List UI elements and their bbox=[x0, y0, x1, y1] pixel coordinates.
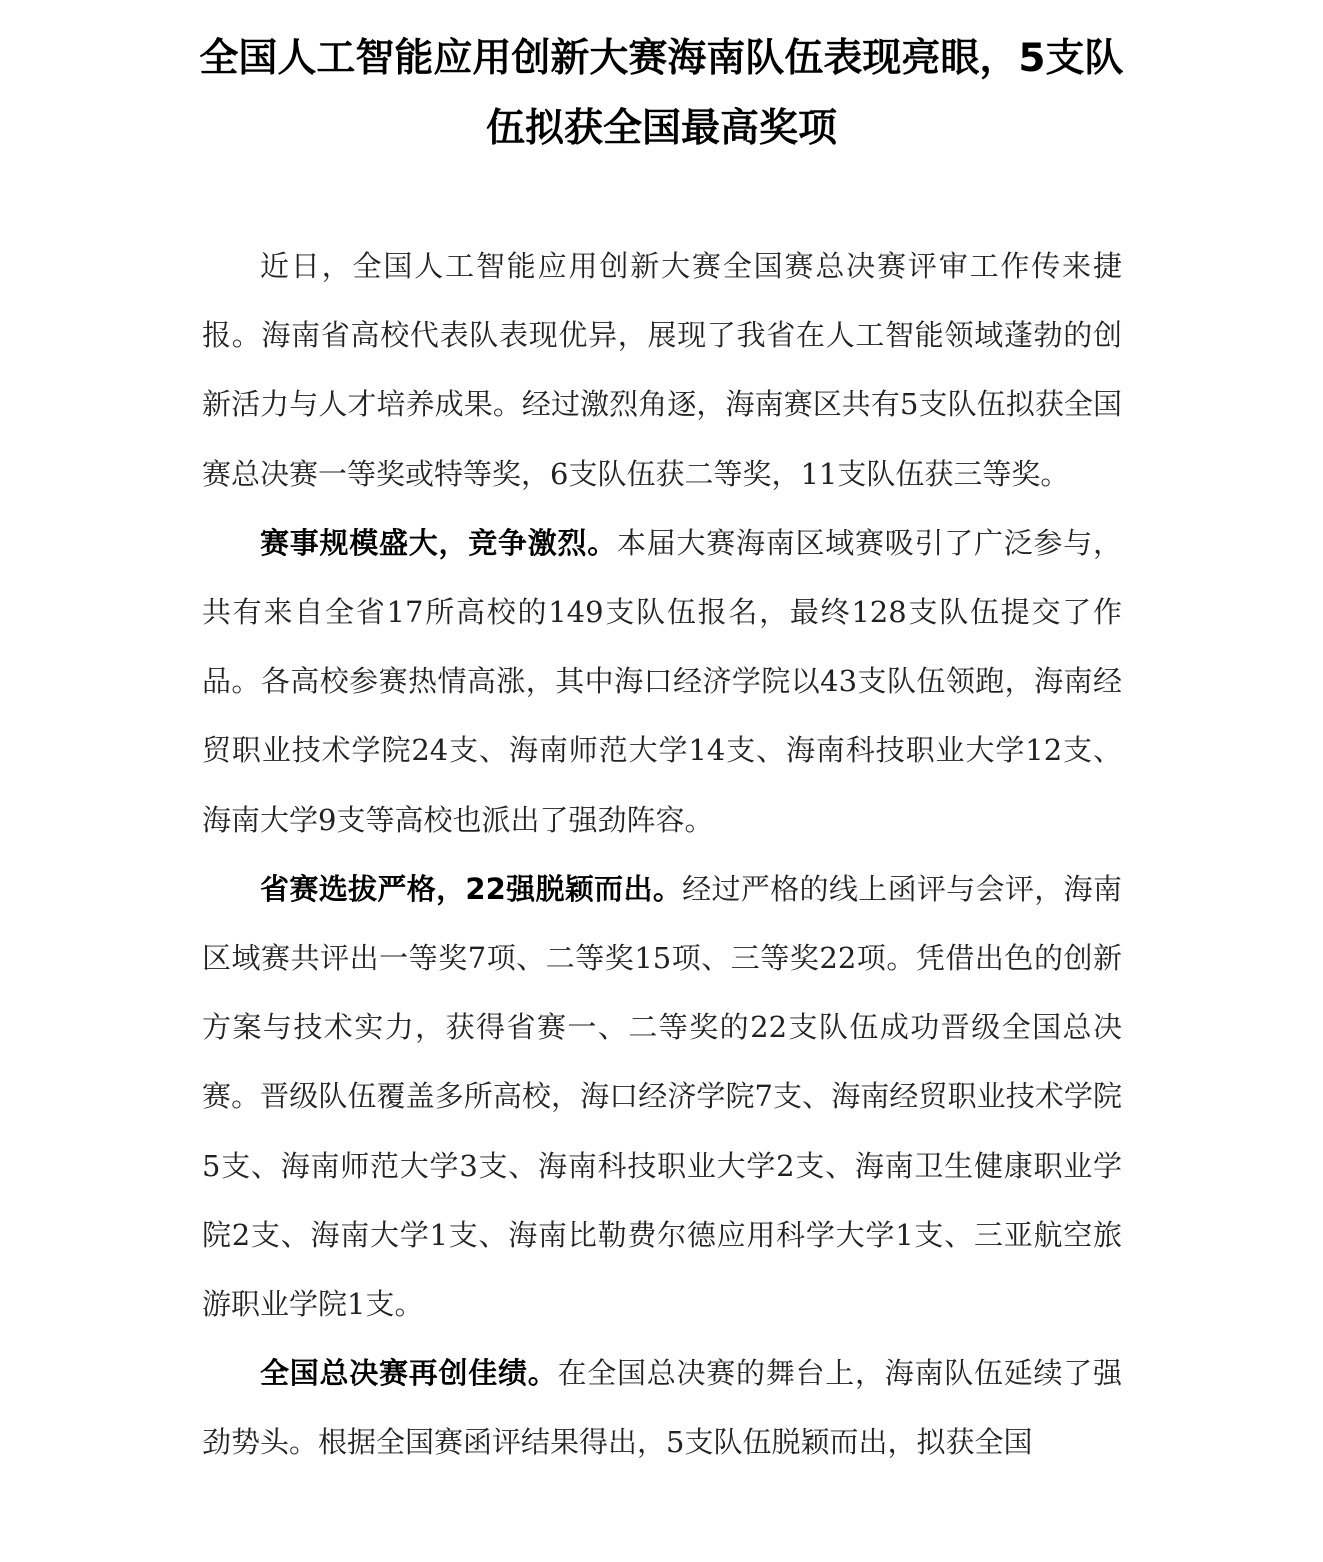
paragraph-lead: 省赛选拔严格，22强脱颖而出。 bbox=[260, 871, 683, 906]
article-title: 全国人工智能应用创新大赛海南队伍表现亮眼，5支队伍拟获全国最高奖项 bbox=[199, 36, 1124, 151]
paragraph-intro bbox=[202, 232, 1122, 509]
paragraph-text: 经过严格的线上函评与会评，海南区域赛共评出一等奖7项、二等奖15项、三等奖22项。凭借出色的创新方案与技术实力，获得省赛一、二等奖的22支队伍成功晋级全国总决赛。晋级队伍覆盖多所高校，海口经济学院7支、海南经贸职业技术学院5支、海南师范大学3支、海南科技职业大学2支、海南卫生健康职业学院2支、海南大学1支、海南比勒费尔德应用科学大学1支、三亚航空旅游职业学院1支。 bbox=[202, 871, 1122, 1322]
paragraph-selection bbox=[202, 855, 1122, 1339]
paragraph-scale bbox=[202, 509, 1122, 855]
paragraph-text: 近日，全国人工智能应用创新大赛全国赛总决赛评审工作传来捷报。海南省高校代表队表现优异，展现了我省在人工智能领域蓬勃的创新活力与人才培养成果。经过激烈角逐，海南赛区共有5支队伍拟获全国赛总决赛一等奖或特等奖，6支队伍获二等奖，11支队伍获三等奖。 bbox=[202, 249, 1122, 491]
article-body bbox=[202, 232, 1122, 1478]
paragraph-text: 在全国总决赛的舞台上，海南队伍延续了强劲势头。根据全国赛函评结果得出，5支队伍脱颖而出，拟获全国 bbox=[202, 1356, 1122, 1460]
paragraph-text: 本届大赛海南区域赛吸引了广泛参与，共有来自全省17所高校的149支队伍报名，最终128支队伍提交了作品。各高校参赛热情高涨，其中海口经济学院以43支队伍领跑，海南经贸职业技术学院24支、海南师范大学14支、海南科技职业大学12支、海南大学9支等高校也派出了强劲阵容。 bbox=[202, 525, 1122, 837]
paragraph-lead: 全国总决赛再创佳绩。 bbox=[260, 1356, 558, 1391]
paragraph-lead: 赛事规模盛大，竞争激烈。 bbox=[260, 525, 617, 560]
paragraph-finals bbox=[202, 1339, 1122, 1477]
